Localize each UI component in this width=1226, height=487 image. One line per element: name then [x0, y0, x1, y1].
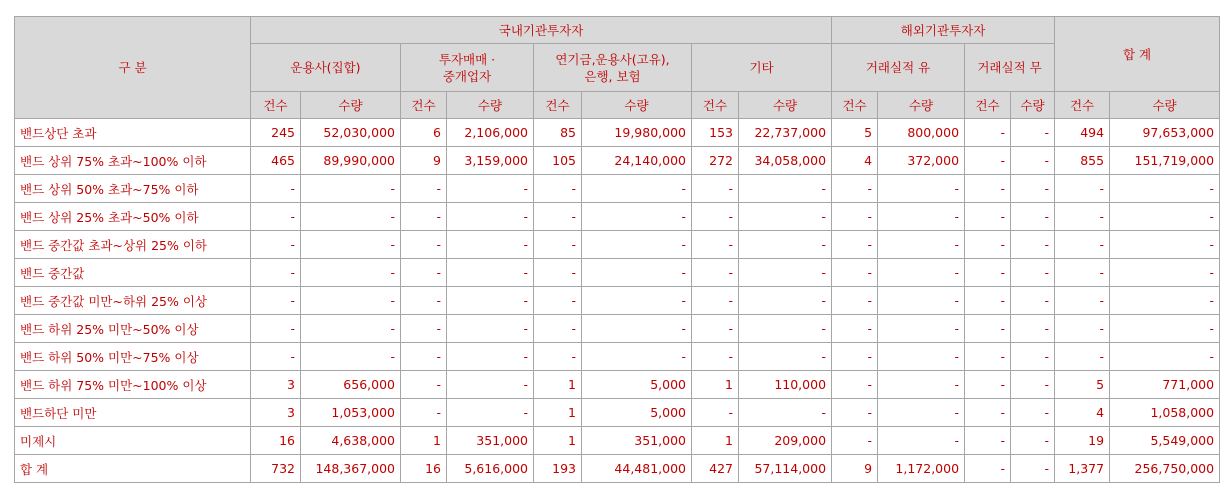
quantity-cell: 110,000 — [739, 371, 832, 399]
count-cell: 5 — [832, 119, 878, 147]
quantity-cell: - — [301, 287, 401, 315]
table-body — [15, 119, 1220, 483]
quantity-cell: - — [447, 343, 534, 371]
quantity-cell: - — [739, 175, 832, 203]
count-cell: - — [965, 287, 1011, 315]
count-cell: 193 — [534, 455, 582, 483]
quantity-cell: - — [582, 175, 692, 203]
quantity-cell: 2,106,000 — [447, 119, 534, 147]
table-row — [15, 343, 1220, 371]
quantity-cell: - — [301, 175, 401, 203]
total-header: 합 계 — [1055, 17, 1220, 92]
quantity-cell: - — [878, 287, 965, 315]
quantity-cell: - — [1110, 315, 1220, 343]
count-cell: 4 — [1055, 399, 1110, 427]
count-cell: 1 — [534, 371, 582, 399]
row-label: 합 계 — [15, 455, 251, 483]
count-cell: 855 — [1055, 147, 1110, 175]
count-cell: - — [251, 259, 301, 287]
quantity-cell: - — [739, 343, 832, 371]
count-cell: - — [534, 259, 582, 287]
quantity-cell: - — [447, 231, 534, 259]
count-cell: - — [251, 231, 301, 259]
quantity-cell: 351,000 — [582, 427, 692, 455]
table-row — [15, 259, 1220, 287]
table-row — [15, 315, 1220, 343]
quantity-cell: - — [1110, 231, 1220, 259]
count-cell: - — [1055, 259, 1110, 287]
trade-record-yes-header: 거래실적 유 — [832, 44, 965, 92]
quantity-cell: - — [878, 399, 965, 427]
trade-record-no-header: 거래실적 무 — [965, 44, 1055, 92]
quantity-cell: 148,367,000 — [301, 455, 401, 483]
quantity-cell: 151,719,000 — [1110, 147, 1220, 175]
count-cell: - — [965, 147, 1011, 175]
quantity-cell: 57,114,000 — [739, 455, 832, 483]
quantity-cell: - — [1011, 231, 1055, 259]
quantity-cell: 22,737,000 — [739, 119, 832, 147]
count-cell: - — [692, 315, 739, 343]
count-cell: 153 — [692, 119, 739, 147]
count-header: 건수 — [692, 92, 739, 119]
quantity-cell: 5,000 — [582, 399, 692, 427]
quantity-cell: - — [447, 287, 534, 315]
count-cell: - — [965, 231, 1011, 259]
quantity-cell: - — [582, 231, 692, 259]
other-header: 기타 — [692, 44, 832, 92]
quantity-cell: - — [447, 315, 534, 343]
count-cell: 5 — [1055, 371, 1110, 399]
count-cell: - — [965, 203, 1011, 231]
count-cell: 105 — [534, 147, 582, 175]
count-cell: - — [401, 343, 447, 371]
count-cell: 1 — [534, 427, 582, 455]
quantity-cell: 372,000 — [878, 147, 965, 175]
count-cell: - — [965, 315, 1011, 343]
broker-dealer-header — [401, 44, 534, 92]
count-cell: - — [832, 287, 878, 315]
quantity-cell: 351,000 — [447, 427, 534, 455]
count-cell: 9 — [832, 455, 878, 483]
quantity-cell: 19,980,000 — [582, 119, 692, 147]
quantity-cell: - — [1011, 119, 1055, 147]
row-label: 밴드 하위 50% 미만~75% 이상 — [15, 343, 251, 371]
count-cell: 1,377 — [1055, 455, 1110, 483]
quantity-cell: - — [739, 287, 832, 315]
count-cell: 1 — [534, 399, 582, 427]
quantity-cell: 1,053,000 — [301, 399, 401, 427]
count-cell: - — [401, 231, 447, 259]
row-label: 밴드 상위 50% 초과~75% 이하 — [15, 175, 251, 203]
quantity-cell: - — [878, 343, 965, 371]
quantity-cell: - — [1110, 259, 1220, 287]
broker-dealer-line1: 투자매매 · — [438, 51, 496, 67]
count-cell: - — [692, 399, 739, 427]
quantity-cell: - — [878, 175, 965, 203]
count-cell: 1 — [692, 371, 739, 399]
count-cell: - — [965, 119, 1011, 147]
quantity-cell: - — [739, 231, 832, 259]
count-cell: 16 — [401, 455, 447, 483]
count-cell: - — [401, 259, 447, 287]
table-row — [15, 287, 1220, 315]
row-label: 밴드 중간값 — [15, 259, 251, 287]
quantity-header: 수량 — [1011, 92, 1055, 119]
row-label: 밴드 상위 75% 초과~100% 이하 — [15, 147, 251, 175]
count-cell: - — [401, 371, 447, 399]
quantity-cell: - — [1011, 399, 1055, 427]
count-cell: - — [1055, 287, 1110, 315]
category-header: 구 분 — [15, 17, 251, 119]
quantity-cell: - — [301, 203, 401, 231]
count-cell: 1 — [692, 427, 739, 455]
count-header: 건수 — [965, 92, 1011, 119]
quantity-cell: 34,058,000 — [739, 147, 832, 175]
quantity-cell: - — [1011, 259, 1055, 287]
count-cell: 4 — [832, 147, 878, 175]
quantity-cell: 44,481,000 — [582, 455, 692, 483]
quantity-cell: - — [1011, 455, 1055, 483]
quantity-cell: - — [582, 203, 692, 231]
count-cell: - — [1055, 315, 1110, 343]
count-cell: 494 — [1055, 119, 1110, 147]
count-cell: 465 — [251, 147, 301, 175]
table-header — [15, 17, 1220, 119]
count-cell: - — [965, 259, 1011, 287]
quantity-cell: - — [301, 343, 401, 371]
quantity-cell: - — [582, 343, 692, 371]
quantity-header: 수량 — [739, 92, 832, 119]
quantity-cell: - — [447, 203, 534, 231]
table-row — [15, 175, 1220, 203]
count-cell: - — [832, 175, 878, 203]
table-row — [15, 231, 1220, 259]
count-cell: 732 — [251, 455, 301, 483]
count-cell: - — [251, 287, 301, 315]
count-cell: - — [965, 371, 1011, 399]
count-cell: - — [832, 427, 878, 455]
quantity-cell: - — [1011, 147, 1055, 175]
quantity-cell: 656,000 — [301, 371, 401, 399]
quantity-cell: 1,058,000 — [1110, 399, 1220, 427]
quantity-cell: - — [1011, 175, 1055, 203]
row-label: 밴드하단 미만 — [15, 399, 251, 427]
demand-forecast-table — [14, 16, 1220, 483]
count-cell: - — [692, 287, 739, 315]
count-cell: - — [965, 399, 1011, 427]
pension-line1: 연기금,운용사(고유), — [555, 51, 670, 67]
quantity-cell: 97,653,000 — [1110, 119, 1220, 147]
count-cell: - — [534, 203, 582, 231]
table-row — [15, 427, 1220, 455]
count-cell: - — [401, 287, 447, 315]
quantity-cell: - — [301, 231, 401, 259]
quantity-cell: - — [447, 259, 534, 287]
count-cell: - — [401, 203, 447, 231]
count-cell: - — [1055, 203, 1110, 231]
count-cell: - — [832, 343, 878, 371]
quantity-cell: 800,000 — [878, 119, 965, 147]
quantity-cell: - — [1011, 343, 1055, 371]
quantity-header: 수량 — [447, 92, 534, 119]
quantity-cell: 771,000 — [1110, 371, 1220, 399]
quantity-cell: - — [582, 259, 692, 287]
quantity-cell: - — [878, 203, 965, 231]
quantity-cell: - — [301, 315, 401, 343]
count-header: 건수 — [832, 92, 878, 119]
count-cell: - — [832, 315, 878, 343]
quantity-cell: 52,030,000 — [301, 119, 401, 147]
count-cell: - — [965, 427, 1011, 455]
domestic-institution-header: 국내기관투자자 — [251, 17, 832, 44]
row-label: 밴드 중간값 초과~상위 25% 이하 — [15, 231, 251, 259]
quantity-cell: - — [878, 231, 965, 259]
count-cell: 272 — [692, 147, 739, 175]
asset-mgmt-header: 운용사(집합) — [251, 44, 401, 92]
count-cell: - — [534, 315, 582, 343]
quantity-cell: - — [1011, 427, 1055, 455]
count-cell: 3 — [251, 399, 301, 427]
count-header: 건수 — [251, 92, 301, 119]
quantity-cell: - — [739, 259, 832, 287]
table-row — [15, 203, 1220, 231]
count-cell: - — [1055, 343, 1110, 371]
quantity-cell: 5,549,000 — [1110, 427, 1220, 455]
quantity-cell: - — [1011, 371, 1055, 399]
count-cell: - — [1055, 231, 1110, 259]
count-cell: - — [534, 231, 582, 259]
count-cell: - — [965, 343, 1011, 371]
count-cell: - — [534, 287, 582, 315]
quantity-cell: 5,000 — [582, 371, 692, 399]
count-cell: - — [692, 343, 739, 371]
quantity-cell: - — [739, 203, 832, 231]
quantity-cell: 5,616,000 — [447, 455, 534, 483]
count-cell: 9 — [401, 147, 447, 175]
quantity-header: 수량 — [1110, 92, 1220, 119]
quantity-cell: 1,172,000 — [878, 455, 965, 483]
quantity-cell: 4,638,000 — [301, 427, 401, 455]
quantity-cell: - — [878, 427, 965, 455]
count-cell: 19 — [1055, 427, 1110, 455]
quantity-cell: - — [582, 315, 692, 343]
quantity-cell: - — [1110, 287, 1220, 315]
quantity-cell: - — [447, 175, 534, 203]
count-cell: - — [692, 203, 739, 231]
count-cell: - — [401, 315, 447, 343]
row-label: 밴드 하위 25% 미만~50% 이상 — [15, 315, 251, 343]
count-header: 건수 — [534, 92, 582, 119]
foreign-institution-header: 해외기관투자자 — [832, 17, 1055, 44]
count-cell: - — [251, 315, 301, 343]
count-cell: - — [692, 259, 739, 287]
quantity-cell: - — [447, 371, 534, 399]
count-cell: - — [534, 175, 582, 203]
quantity-cell: - — [447, 399, 534, 427]
count-cell: - — [832, 203, 878, 231]
count-cell: - — [692, 231, 739, 259]
quantity-cell: 3,159,000 — [447, 147, 534, 175]
count-cell: - — [534, 343, 582, 371]
quantity-cell: 24,140,000 — [582, 147, 692, 175]
count-cell: 16 — [251, 427, 301, 455]
count-cell: 245 — [251, 119, 301, 147]
quantity-cell: 209,000 — [739, 427, 832, 455]
row-label: 밴드 하위 75% 미만~100% 이상 — [15, 371, 251, 399]
count-cell: 85 — [534, 119, 582, 147]
row-label: 밴드상단 초과 — [15, 119, 251, 147]
quantity-cell: - — [878, 259, 965, 287]
row-label: 미제시 — [15, 427, 251, 455]
table-row — [15, 371, 1220, 399]
count-cell: - — [692, 175, 739, 203]
quantity-cell: - — [739, 399, 832, 427]
quantity-cell: - — [1011, 315, 1055, 343]
table-row — [15, 119, 1220, 147]
count-cell: - — [832, 399, 878, 427]
quantity-cell: - — [878, 315, 965, 343]
pension-line2: 은행, 보험 — [584, 68, 641, 84]
count-cell: - — [251, 175, 301, 203]
count-cell: - — [832, 231, 878, 259]
quantity-header: 수량 — [582, 92, 692, 119]
count-cell: 6 — [401, 119, 447, 147]
count-cell: 3 — [251, 371, 301, 399]
count-cell: - — [401, 175, 447, 203]
quantity-cell: - — [739, 315, 832, 343]
quantity-header: 수량 — [301, 92, 401, 119]
quantity-header: 수량 — [878, 92, 965, 119]
count-cell: - — [251, 343, 301, 371]
quantity-cell: - — [582, 287, 692, 315]
table-row — [15, 455, 1220, 483]
count-cell: 1 — [401, 427, 447, 455]
pension-bank-insurance-header — [534, 44, 692, 92]
count-header: 건수 — [1055, 92, 1110, 119]
quantity-cell: - — [1110, 343, 1220, 371]
broker-dealer-line2: 중개업자 — [442, 68, 492, 84]
count-header: 건수 — [401, 92, 447, 119]
quantity-cell: - — [1011, 287, 1055, 315]
count-cell: - — [965, 455, 1011, 483]
quantity-cell: - — [1110, 203, 1220, 231]
count-cell: - — [1055, 175, 1110, 203]
count-cell: - — [401, 399, 447, 427]
quantity-cell: - — [301, 259, 401, 287]
table-row — [15, 147, 1220, 175]
row-label: 밴드 상위 25% 초과~50% 이하 — [15, 203, 251, 231]
count-cell: - — [965, 175, 1011, 203]
count-cell: - — [832, 259, 878, 287]
count-cell: 427 — [692, 455, 739, 483]
quantity-cell: 256,750,000 — [1110, 455, 1220, 483]
table-row — [15, 399, 1220, 427]
quantity-cell: - — [1110, 175, 1220, 203]
quantity-cell: 89,990,000 — [301, 147, 401, 175]
quantity-cell: - — [1011, 203, 1055, 231]
count-cell: - — [251, 203, 301, 231]
row-label: 밴드 중간값 미만~하위 25% 이상 — [15, 287, 251, 315]
count-cell: - — [832, 371, 878, 399]
quantity-cell: - — [878, 371, 965, 399]
